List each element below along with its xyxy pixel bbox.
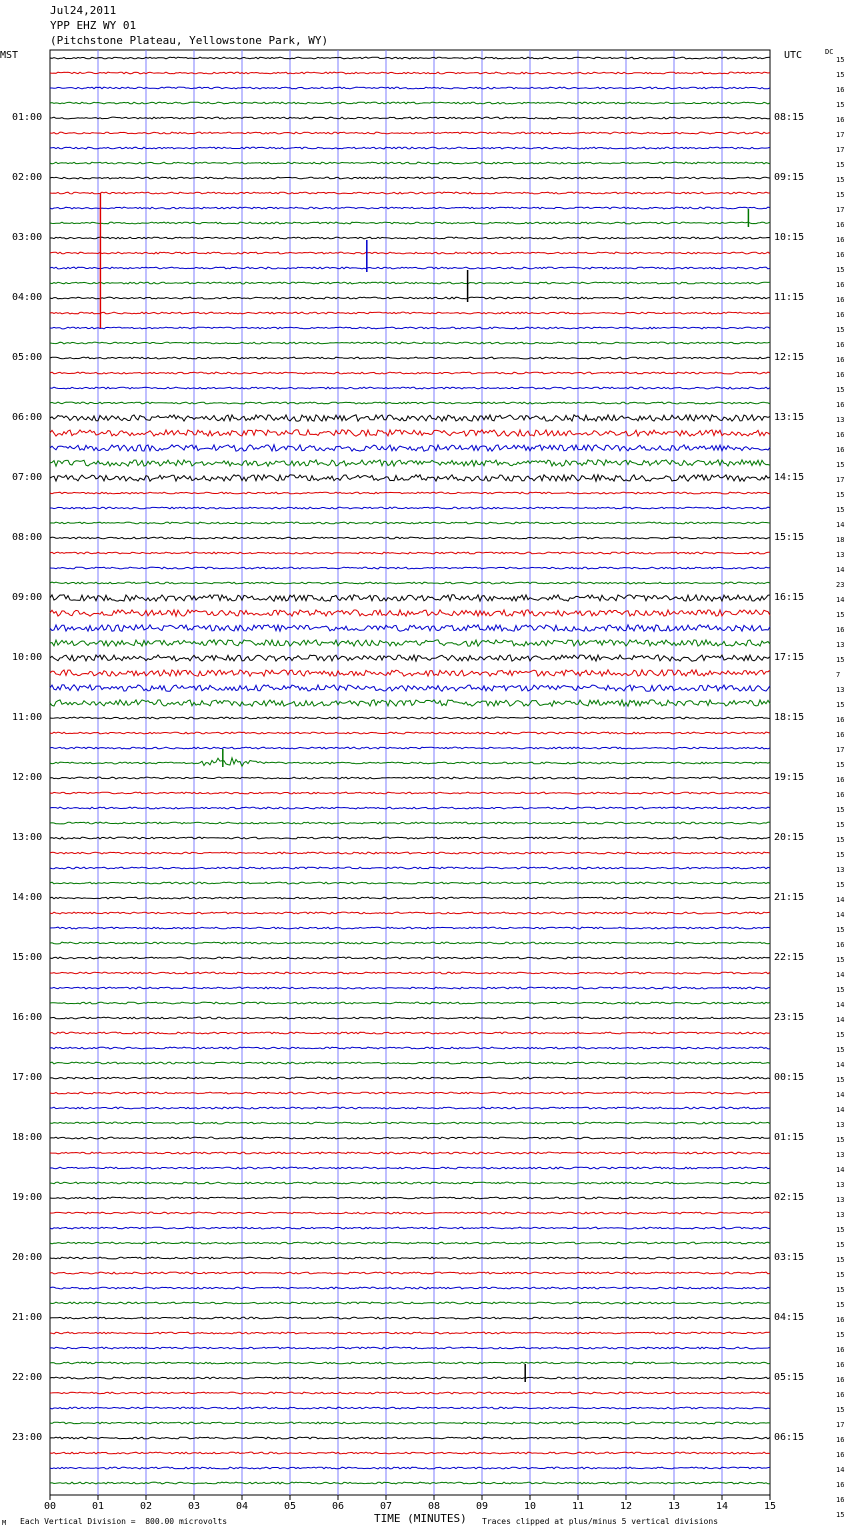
row-scale-value: 15 <box>836 1406 845 1414</box>
row-scale-value: 16 <box>836 401 845 409</box>
row-scale-value: 16 <box>836 281 845 289</box>
trace-row <box>50 192 770 194</box>
left-hour-label: 08:00 <box>12 532 43 543</box>
row-scale-value: 16 <box>836 1361 845 1369</box>
row-scale-value: 16 <box>836 356 845 364</box>
x-tick-label: 10 <box>524 1501 537 1512</box>
row-scale-value: 16 <box>836 1436 845 1444</box>
right-hour-label: 06:15 <box>774 1432 805 1443</box>
left-hour-label: 10:00 <box>12 652 43 663</box>
row-scale-value: 14 <box>836 1091 845 1099</box>
x-tick-label: 08 <box>428 1501 441 1512</box>
trace-row <box>50 1362 770 1364</box>
right-hour-label: 13:15 <box>774 412 805 423</box>
trace-row <box>50 1392 770 1394</box>
trace-row <box>50 342 770 344</box>
row-scale-value: 15 <box>836 101 845 109</box>
left-hour-label: 18:00 <box>12 1132 43 1143</box>
row-scale-value: 15 <box>836 611 845 619</box>
row-scale-value: 15 <box>836 1241 845 1249</box>
right-hour-label: 17:15 <box>774 652 805 663</box>
trace-row <box>50 1407 770 1409</box>
left-hour-label: 04:00 <box>12 292 43 303</box>
trace-row <box>50 822 770 824</box>
row-scale-value: 15 <box>836 836 845 844</box>
row-scale-value: 16 <box>836 236 845 244</box>
row-scale-value: 14 <box>836 566 845 574</box>
trace-row <box>50 415 770 421</box>
row-scale-value: 17 <box>836 1421 845 1429</box>
right-hour-label: 12:15 <box>774 352 805 363</box>
trace-row <box>50 987 770 989</box>
row-scale-value: 15 <box>836 1286 845 1294</box>
left-hour-label: 23:00 <box>12 1432 43 1443</box>
trace-row <box>50 1107 770 1109</box>
row-scale-value: 15 <box>836 191 845 199</box>
trace-row <box>50 625 770 631</box>
row-scale-value: 16 <box>836 716 845 724</box>
trace-row <box>50 927 770 929</box>
left-hour-label: 11:00 <box>12 712 43 723</box>
plot-frame <box>50 50 770 1495</box>
trace-row <box>50 792 770 794</box>
trace-row <box>50 867 770 869</box>
trace-row <box>50 252 770 254</box>
trace-row <box>50 1137 770 1139</box>
row-scale-value: 15 <box>836 326 845 334</box>
left-hour-label: 19:00 <box>12 1192 43 1203</box>
trace-row <box>50 207 770 209</box>
row-scale-value: 14 <box>836 911 845 919</box>
left-hour-label: 05:00 <box>12 352 43 363</box>
trace-row <box>50 1422 770 1424</box>
trace-row <box>50 492 770 494</box>
trace-row <box>50 552 770 554</box>
row-scale-value: 15 <box>836 1331 845 1339</box>
row-scale-value: 15 <box>836 701 845 709</box>
trace-row <box>50 912 770 914</box>
left-hour-label: 20:00 <box>12 1252 43 1263</box>
trace-row <box>50 852 770 854</box>
row-scale-value: 13 <box>836 1181 845 1189</box>
trace-row <box>50 132 770 134</box>
row-scale-value: 15 <box>836 806 845 814</box>
trace-row <box>50 1002 770 1004</box>
row-scale-value: 16 <box>836 116 845 124</box>
vertical-division-note: Each Vertical Division = 800.00 microvolts <box>20 1517 228 1526</box>
row-scale-value: 16 <box>836 86 845 94</box>
x-tick-label: 07 <box>380 1501 393 1512</box>
trace-row <box>50 1257 770 1259</box>
trace-row <box>50 177 770 179</box>
trace-row <box>50 312 770 314</box>
right-hour-label: 21:15 <box>774 892 805 903</box>
row-scale-value: 14 <box>836 1061 845 1069</box>
x-tick-label: 15 <box>764 1501 777 1512</box>
left-timezone: MST <box>0 50 19 61</box>
right-hour-label: 10:15 <box>774 232 805 243</box>
left-hour-label: 06:00 <box>12 412 43 423</box>
trace-row <box>50 1242 770 1244</box>
trace-row <box>50 147 770 149</box>
right-hour-label: 05:15 <box>774 1372 805 1383</box>
left-hour-label: 02:00 <box>12 172 43 183</box>
row-scale-value: 23 <box>836 581 845 589</box>
row-scale-value: 16 <box>836 791 845 799</box>
trace-row <box>50 117 770 119</box>
trace-row <box>50 567 770 569</box>
row-scale-value: 15 <box>836 491 845 499</box>
right-hour-label: 08:15 <box>774 112 805 123</box>
trace-row <box>50 1047 770 1049</box>
trace-row <box>50 1197 770 1199</box>
trace-row <box>50 1482 770 1484</box>
row-scale-value: 15 <box>836 1271 845 1279</box>
left-hour-label: 07:00 <box>12 472 43 483</box>
row-scale-value: 14 <box>836 521 845 529</box>
right-hour-label: 01:15 <box>774 1132 805 1143</box>
row-scale-value: 13 <box>836 551 845 559</box>
x-tick-label: 12 <box>620 1501 633 1512</box>
row-scale-value: 15 <box>836 1226 845 1234</box>
footer-mark: M <box>2 1519 7 1527</box>
trace-row <box>50 972 770 974</box>
x-tick-label: 06 <box>332 1501 345 1512</box>
trace-row <box>50 1017 770 1019</box>
row-scale-value: 15 <box>836 1076 845 1084</box>
row-scale-value: 17 <box>836 131 845 139</box>
right-hour-label: 03:15 <box>774 1252 805 1263</box>
trace-row <box>50 1227 770 1229</box>
row-scale-value: 15 <box>836 1031 845 1039</box>
left-hour-label: 12:00 <box>12 772 43 783</box>
right-timezone: UTC <box>784 50 803 61</box>
trace-row <box>50 222 770 224</box>
left-hour-label: 17:00 <box>12 1072 43 1083</box>
row-scale-value: 15 <box>836 821 845 829</box>
trace-row <box>50 582 770 584</box>
trace-row <box>50 72 770 74</box>
trace-row <box>50 522 770 524</box>
trace-row <box>50 777 770 779</box>
trace-row <box>50 1272 770 1274</box>
x-tick-label: 00 <box>44 1501 57 1512</box>
trace-row <box>50 747 770 749</box>
row-scale-value: 17 <box>836 146 845 154</box>
row-scale-value: 13 <box>836 1151 845 1159</box>
trace-row <box>50 882 770 884</box>
trace-row <box>50 685 770 691</box>
trace-row <box>50 1167 770 1169</box>
trace-row <box>50 1077 770 1079</box>
row-scale-value: 15 <box>836 1511 845 1519</box>
row-scale-value: 15 <box>836 1046 845 1054</box>
trace-row <box>50 1182 770 1184</box>
trace-row <box>50 717 770 719</box>
trace-row <box>50 507 770 509</box>
trace-row <box>50 640 770 646</box>
trace-row <box>50 1062 770 1064</box>
row-scale-value: 15 <box>836 161 845 169</box>
row-scale-value: 18 <box>836 536 845 544</box>
row-scale-value: 16 <box>836 731 845 739</box>
trace-row <box>50 610 770 616</box>
right-hour-label: 20:15 <box>774 832 805 843</box>
trace-row <box>50 387 770 389</box>
row-scale-value: 15 <box>836 386 845 394</box>
row-scale-value: 15 <box>836 881 845 889</box>
trace-row <box>50 372 770 374</box>
header-location: (Pitchstone Plateau, Yellowstone Park, WY) <box>50 34 329 47</box>
trace-row <box>50 1317 770 1319</box>
row-scale-value: 15 <box>836 851 845 859</box>
row-scale-value: 16 <box>836 446 845 454</box>
row-scale-value: 16 <box>836 941 845 949</box>
row-scale-value: 16 <box>836 341 845 349</box>
row-scale-value: 15 <box>836 986 845 994</box>
row-scale-value: 14 <box>836 1466 845 1474</box>
x-tick-label: 04 <box>236 1501 249 1512</box>
row-scale-value: 15 <box>836 266 845 274</box>
row-scale-value: 16 <box>836 296 845 304</box>
trace-row <box>50 807 770 809</box>
right-hour-label: 16:15 <box>774 592 805 603</box>
row-scale-value: 15 <box>836 1301 845 1309</box>
row-scale-value: 15 <box>836 926 845 934</box>
row-scale-value: 17 <box>836 746 845 754</box>
row-scale-value: 14 <box>836 1001 845 1009</box>
x-axis-label: TIME (MINUTES) <box>374 1512 467 1525</box>
row-scale-value: 15 <box>836 656 845 664</box>
row-scale-value: 15 <box>836 761 845 769</box>
trace-row <box>50 595 770 601</box>
row-scale-value: 16 <box>836 1346 845 1354</box>
right-hour-label: 02:15 <box>774 1192 805 1203</box>
row-scale-value: 13 <box>836 641 845 649</box>
row-scale-value: 15 <box>836 176 845 184</box>
trace-row <box>50 57 770 59</box>
trace-row <box>50 102 770 104</box>
header-date: Jul24,2011 <box>50 4 117 17</box>
right-hour-label: 15:15 <box>774 532 805 543</box>
trace-row <box>50 957 770 959</box>
row-scale-value: 15 <box>836 506 845 514</box>
right-hour-label: 23:15 <box>774 1012 805 1023</box>
row-scale-value: 16 <box>836 1481 845 1489</box>
x-tick-label: 01 <box>92 1501 105 1512</box>
row-scale-value: 13 <box>836 1121 845 1129</box>
row-scale-value: 14 <box>836 1166 845 1174</box>
trace-row <box>50 897 770 899</box>
trace-row <box>50 1437 770 1439</box>
row-scale-value: 16 <box>836 1316 845 1324</box>
x-tick-label: 13 <box>668 1501 681 1512</box>
row-scale-value: 16 <box>836 626 845 634</box>
row-scale-value: 16 <box>836 431 845 439</box>
left-hour-label: 13:00 <box>12 832 43 843</box>
row-scale-value: 14 <box>836 596 845 604</box>
row-scale-value: 14 <box>836 1016 845 1024</box>
row-scale-value: 15 <box>836 56 845 64</box>
trace-row <box>50 1377 770 1379</box>
trace-row <box>50 1287 770 1289</box>
right-hour-label: 19:15 <box>774 772 805 783</box>
trace-row <box>50 357 770 359</box>
trace-row <box>50 670 770 676</box>
left-hour-label: 21:00 <box>12 1312 43 1323</box>
left-hour-label: 01:00 <box>12 112 43 123</box>
trace-row <box>50 1152 770 1154</box>
row-scale-value: 14 <box>836 896 845 904</box>
trace-row <box>50 1332 770 1334</box>
row-scale-value: 14 <box>836 1106 845 1114</box>
trace-row <box>50 237 770 239</box>
row-scale-value: 16 <box>836 1496 845 1504</box>
x-tick-label: 11 <box>572 1501 585 1512</box>
row-scale-value: 16 <box>836 1376 845 1384</box>
row-scale-value: 15 <box>836 71 845 79</box>
x-tick-label: 14 <box>716 1501 729 1512</box>
right-hour-label: 14:15 <box>774 472 805 483</box>
trace-row <box>50 445 770 451</box>
trace-row <box>50 87 770 89</box>
left-hour-label: 03:00 <box>12 232 43 243</box>
row-scale-value: 17 <box>836 476 845 484</box>
row-scale-value: 16 <box>836 221 845 229</box>
right-hour-label: 04:15 <box>774 1312 805 1323</box>
right-hour-label: 18:15 <box>774 712 805 723</box>
left-hour-label: 16:00 <box>12 1012 43 1023</box>
row-scale-value: 17 <box>836 206 845 214</box>
trace-row <box>50 282 770 284</box>
trace-row <box>50 700 770 706</box>
right-hour-label: 00:15 <box>774 1072 805 1083</box>
trace-row <box>50 1347 770 1349</box>
trace-row <box>50 655 770 661</box>
trace-row <box>50 297 770 299</box>
trace-row <box>50 460 770 466</box>
row-scale-value: 13 <box>836 416 845 424</box>
row-scale-value: 13 <box>836 1196 845 1204</box>
trace-row <box>50 267 770 269</box>
right-hour-label: 11:15 <box>774 292 805 303</box>
trace-row <box>50 942 770 944</box>
trace-row <box>50 732 770 734</box>
trace-row <box>50 758 770 766</box>
left-hour-label: 14:00 <box>12 892 43 903</box>
left-hour-label: 22:00 <box>12 1372 43 1383</box>
left-hour-label: 09:00 <box>12 592 43 603</box>
trace-row <box>50 1212 770 1214</box>
trace-row <box>50 162 770 164</box>
row-scale-value: 15 <box>836 1256 845 1264</box>
trace-row <box>50 475 770 481</box>
x-tick-label: 03 <box>188 1501 201 1512</box>
trace-row <box>50 1302 770 1304</box>
clip-note: Traces clipped at plus/minus 5 vertical divisions <box>482 1517 719 1526</box>
left-hour-label: 15:00 <box>12 952 43 963</box>
row-scale-value: 16 <box>836 1391 845 1399</box>
row-scale-value: 7 <box>836 671 841 679</box>
trace-row <box>50 430 770 436</box>
trace-row <box>50 327 770 329</box>
x-tick-label: 09 <box>476 1501 489 1512</box>
row-scale-value: 13 <box>836 1211 845 1219</box>
row-scale-value: 16 <box>836 776 845 784</box>
trace-row <box>50 1092 770 1094</box>
row-scale-value: 14 <box>836 971 845 979</box>
x-tick-label: 05 <box>284 1501 297 1512</box>
trace-row <box>50 1452 770 1454</box>
row-scale-value: 15 <box>836 956 845 964</box>
trace-row <box>50 1122 770 1124</box>
trace-row <box>50 1467 770 1469</box>
header-station: YPP EHZ WY 01 <box>50 19 137 32</box>
row-scale-value: 16 <box>836 311 845 319</box>
row-scale-value: 15 <box>836 461 845 469</box>
dc-label: DC <box>825 48 834 56</box>
trace-row <box>50 837 770 839</box>
row-scale-value: 13 <box>836 686 845 694</box>
trace-row <box>50 537 770 539</box>
trace-row <box>50 402 770 404</box>
row-scale-value: 16 <box>836 371 845 379</box>
trace-row <box>50 1032 770 1034</box>
row-scale-value: 16 <box>836 1451 845 1459</box>
right-hour-label: 09:15 <box>774 172 805 183</box>
row-scale-value: 15 <box>836 1136 845 1144</box>
row-scale-value: 16 <box>836 251 845 259</box>
row-scale-value: 13 <box>836 866 845 874</box>
right-hour-label: 22:15 <box>774 952 805 963</box>
x-tick-label: 02 <box>140 1501 153 1512</box>
